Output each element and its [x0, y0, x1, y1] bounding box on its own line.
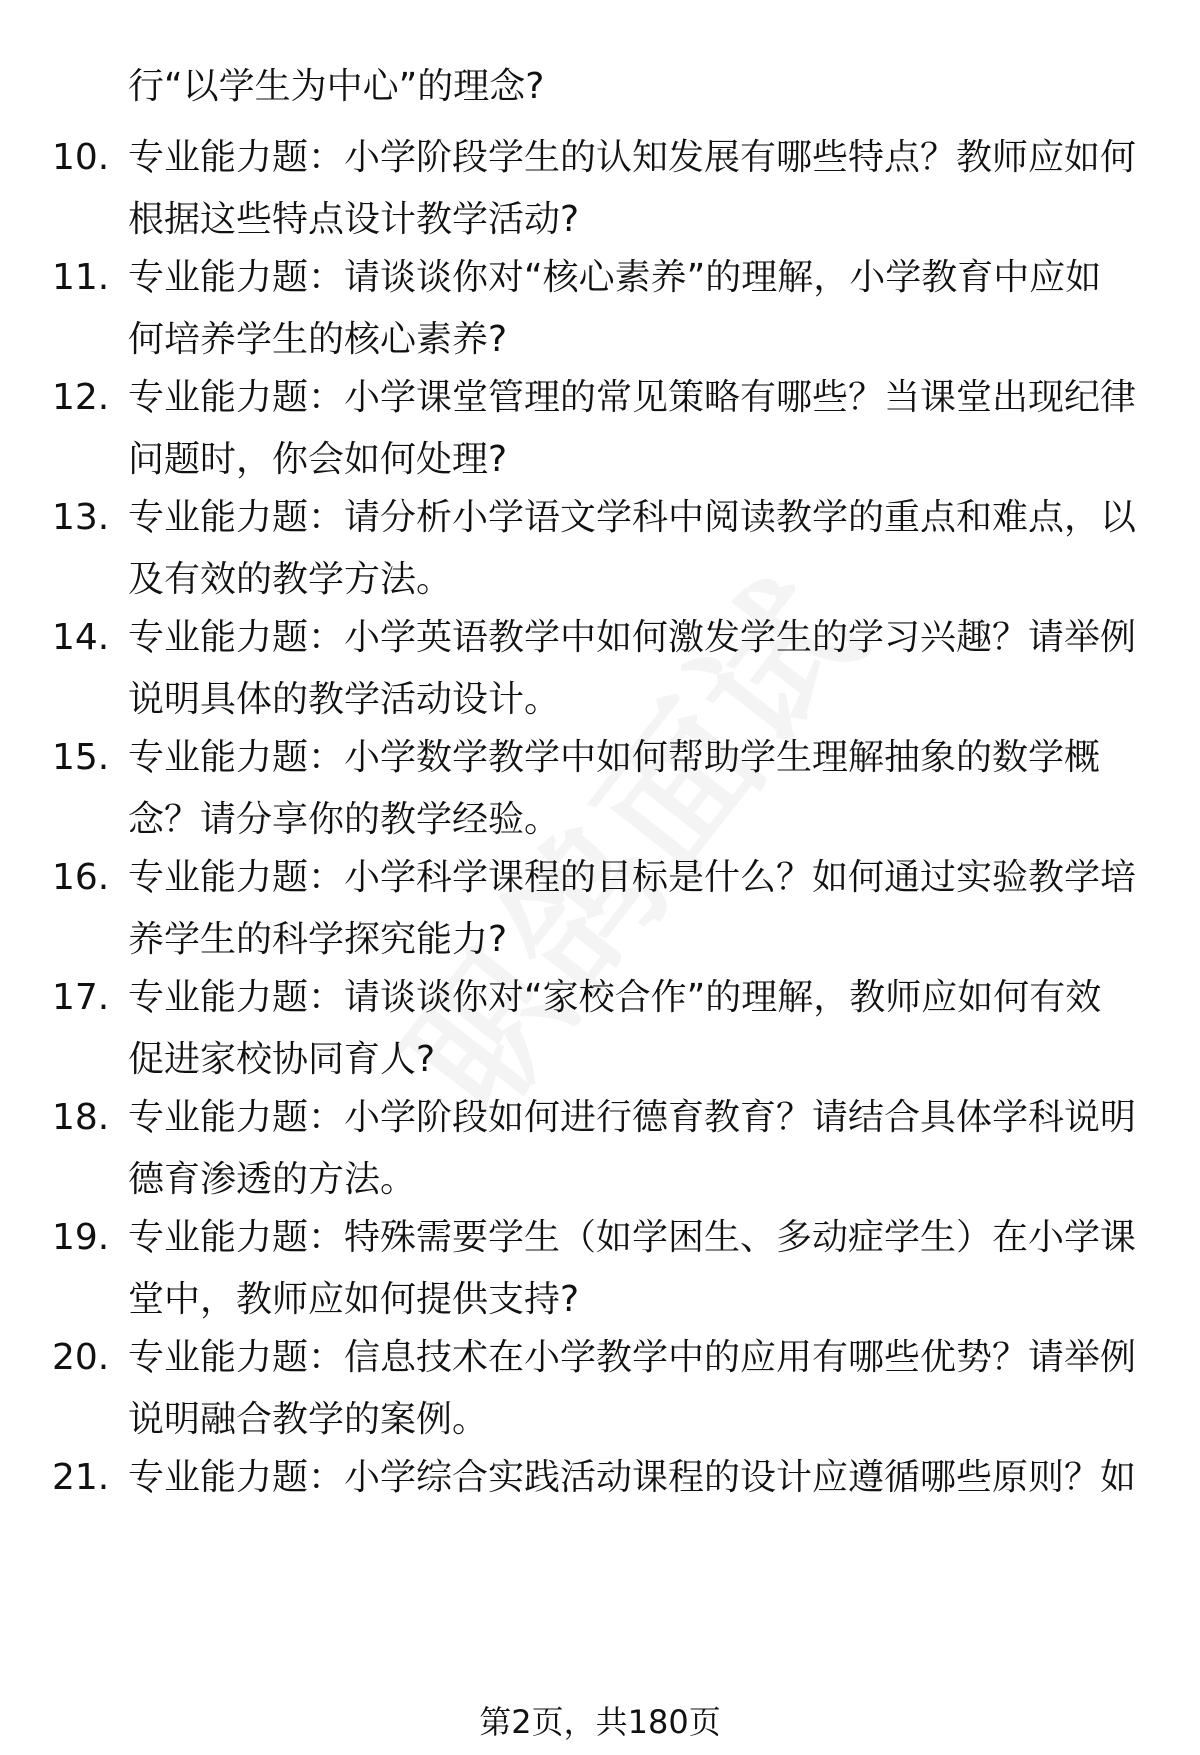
question-line: 专业能力题：请分析小学语文学科中阅读教学的重点和难点，以	[128, 497, 1137, 538]
question-number: 20.	[52, 1337, 110, 1378]
question-line: 专业能力题：小学数学教学中如何帮助学生理解抽象的数学概	[128, 737, 1101, 778]
question-line: 说明具体的教学活动设计。	[128, 679, 561, 720]
question-line: 专业能力题：信息技术在小学教学中的应用有哪些优势？请举例	[128, 1337, 1137, 1378]
question-text	[128, 373, 1148, 497]
question-number: 16.	[52, 857, 110, 898]
question-line: 及有效的教学方法。	[128, 559, 453, 600]
question-text	[128, 1333, 1148, 1457]
question-line: 专业能力题：小学英语教学中如何激发学生的学习兴趣？请举例	[128, 617, 1137, 658]
continuation-line: 行“以学生为中心”的理念?	[128, 66, 545, 107]
question-line: 专业能力题：小学综合实践活动课程的设计应遵循哪些原则？如	[128, 1457, 1137, 1498]
question-number: 19.	[52, 1217, 110, 1258]
question-number: 17.	[52, 977, 110, 1018]
question-number: 12.	[52, 377, 110, 418]
question-text	[128, 613, 1148, 737]
question-number: 14.	[52, 617, 110, 658]
question-line: 专业能力题：小学阶段学生的认知发展有哪些特点？教师应如何	[128, 137, 1137, 178]
question-line: 问题时，你会如何处理?	[128, 439, 508, 480]
question-line: 专业能力题：请谈谈你对“家校合作”的理解，教师应如何有效	[128, 977, 1102, 1018]
question-number: 10.	[52, 137, 110, 178]
question-line: 专业能力题：小学科学课程的目标是什么？如何通过实验教学培	[128, 857, 1137, 898]
question-line: 养学生的科学探究能力?	[128, 919, 508, 960]
question-text	[128, 133, 1148, 257]
question-line: 堂中，教师应如何提供支持?	[128, 1279, 580, 1320]
question-text	[128, 853, 1148, 977]
question-line: 说明融合教学的案例。	[128, 1399, 489, 1440]
question-line: 专业能力题：请谈谈你对“核心素养”的理解，小学教育中应如	[128, 257, 1102, 298]
question-number: 11.	[52, 257, 110, 298]
question-number: 21.	[52, 1457, 110, 1498]
question-line: 何培养学生的核心素养?	[128, 319, 508, 360]
question-line: 专业能力题：特殊需要学生（如学困生、多动症学生）在小学课	[128, 1217, 1137, 1258]
question-number: 18.	[52, 1097, 110, 1138]
question-text	[128, 1213, 1148, 1337]
question-text	[128, 1093, 1148, 1217]
question-text	[128, 1453, 1148, 1515]
question-number: 15.	[52, 737, 110, 778]
question-text	[128, 733, 1148, 857]
question-line: 德育渗透的方法。	[128, 1159, 417, 1200]
question-line: 根据这些特点设计教学活动?	[128, 199, 580, 240]
question-text	[128, 253, 1148, 377]
question-line: 念？请分享你的教学经验。	[128, 799, 561, 840]
question-text	[128, 493, 1148, 617]
question-line: 专业能力题：小学课堂管理的常见策略有哪些？当课堂出现纪律	[128, 377, 1137, 418]
question-text	[128, 973, 1148, 1097]
question-line: 促进家校协同育人?	[128, 1039, 436, 1080]
question-line: 专业能力题：小学阶段如何进行德育教育？请结合具体学科说明	[128, 1097, 1137, 1138]
page-footer: 第2页，共180页	[479, 1703, 721, 1741]
question-number: 13.	[52, 497, 110, 538]
